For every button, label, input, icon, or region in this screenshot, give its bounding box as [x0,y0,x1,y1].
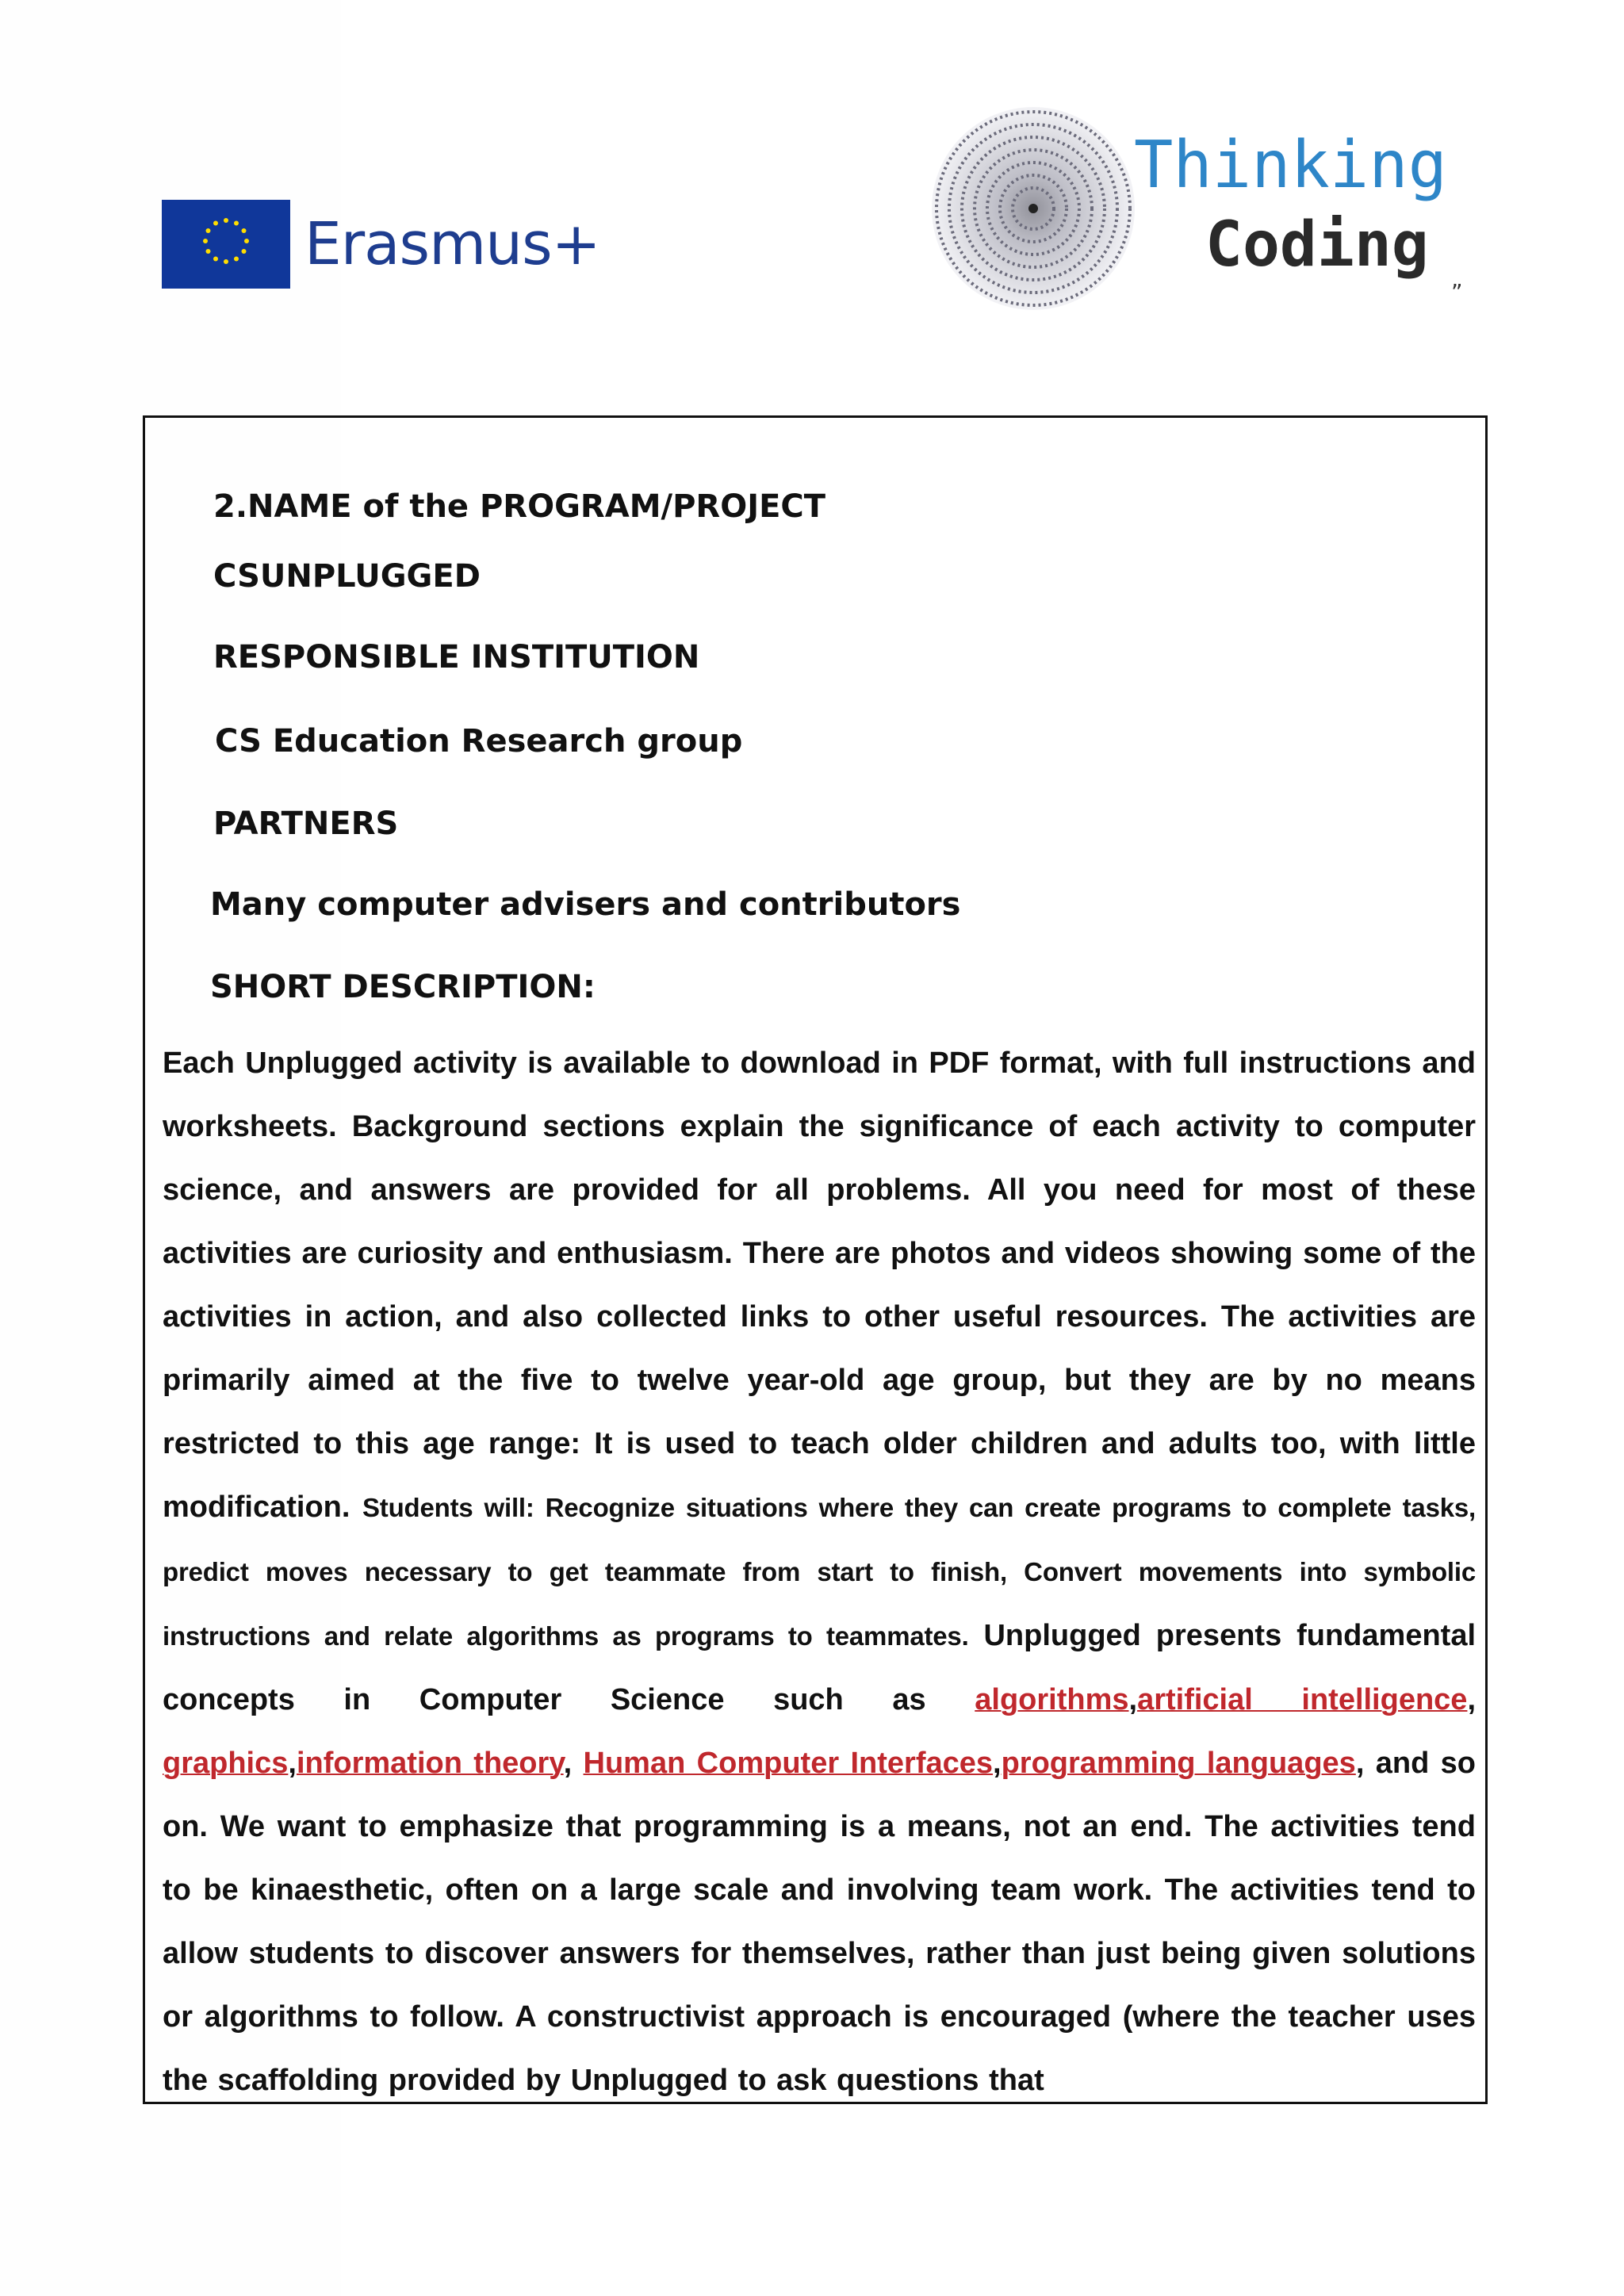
short-description [163,1031,1476,2104]
link-human-computer-interfaces[interactable]: Human Computer Interfaces [583,1747,994,1780]
link-separator: , [1128,1683,1138,1716]
link-separator: , [993,1747,1002,1780]
erasmus-wordmark: Erasmus+ [304,210,600,278]
program-info-box [143,415,1488,2104]
description-paragraph [163,1031,1476,2104]
program-name-heading: 2.NAME of the PROGRAM/PROJECT [213,488,826,525]
description-part3: Unplugged presents fundamental concepts in Computer Science such as [163,1619,1477,1716]
institution-heading: RESPONSIBLE INSTITUTION [213,639,700,675]
institution-value: CS Education Research group [215,723,743,760]
link-graphics[interactable]: graphics [163,1747,289,1780]
stray-quote-mark: ” [1451,279,1463,305]
link-separator: , [1467,1683,1477,1716]
binary-disc-icon [926,101,1140,316]
eu-flag-icon [162,200,290,289]
description-part1: Each Unplugged activity is available to download in PDF format, with full instructions and worksheets. Background sections explain the significance of each activity to computer science, and answers are provided for all problems. All you need for most of these activities are curiosity and enthusiasm. There are photos and videos showing some of the activities in action, and also collected links to other useful resources. The activities are primarily aimed at the five to twelve year-old age group, but they are by no means restricted to this age range: It is used to teach older children and adults too, with little modification. [163,1047,1476,1524]
partners-heading: PARTNERS [213,806,399,842]
program-name-value: CSUNPLUGGED [213,558,481,595]
logo-thinking-text: Thinking [1134,128,1447,203]
thinking-coding-logo [926,101,1447,316]
link-information-theory[interactable]: information theory [296,1747,564,1780]
link-separator: , [563,1747,584,1780]
link-separator: , [288,1747,297,1780]
description-part4: , and so on. We want to emphasize that programming is a means, not an end. The activities tend to be kinaesthetic, often on a large scale and involving team work. The activities tend to allow students to discover answers for themselves, rather than just being given solutions or algorithms to follow. A constructivist approach is encouraged (where the teacher uses the scaffolding provided by Unplugged to ask questions that [163,1747,1476,2097]
logo-coding-text: Coding [1205,209,1429,281]
description-heading: SHORT DESCRIPTION: [210,969,596,1005]
link-artificial-intelligence[interactable]: artificial intelligence [1137,1683,1468,1716]
link-algorithms[interactable]: algorithms [975,1683,1129,1716]
partners-value: Many computer advisers and contributors [210,886,961,923]
description-students-will: Students will: Recognize situations where they can create programs to complete tasks, predict moves necessary to get teammate from start to finish, Convert movements into symbolic instructions and relate algorithms as programs to teammates. [163,1493,1476,1651]
link-programming-languages[interactable]: programming languages [1001,1747,1356,1780]
erasmus-logo [162,197,600,292]
